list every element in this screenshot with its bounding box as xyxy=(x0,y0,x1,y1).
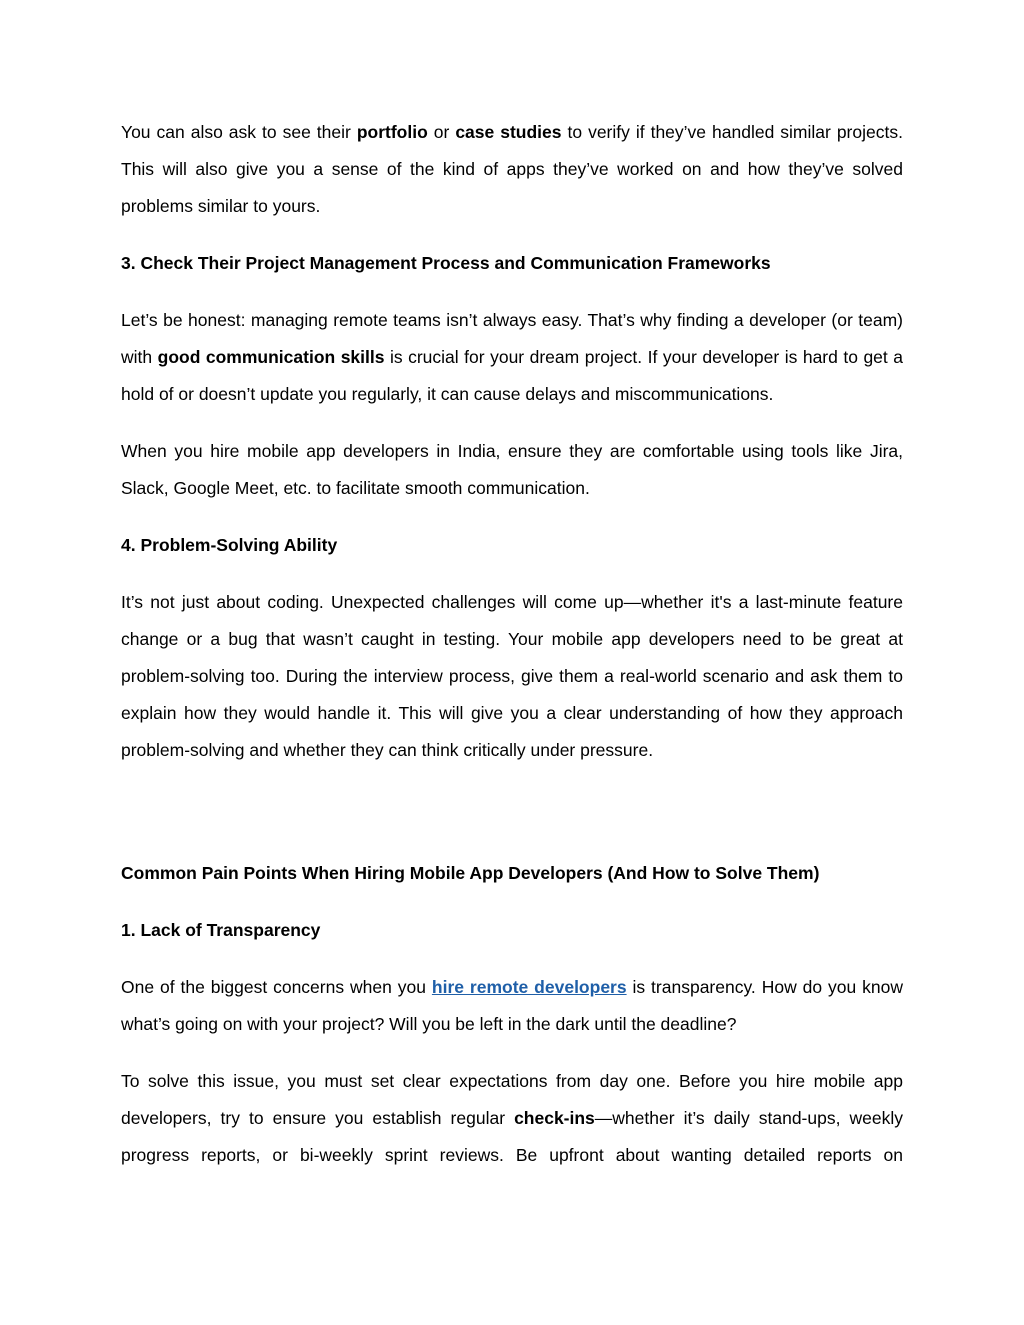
heading-project-management: 3. Check Their Project Management Process and Communication Frameworks xyxy=(121,253,771,273)
text-run: You can also ask to see their xyxy=(121,122,357,142)
paragraph-problem-solving: It’s not just about coding. Unexpected challenges will come up—whether it's a last-minute feature change or a bug that wasn’t caught in testing. Your mobile app developers need to be great at problem-solving too. During the interview process, give them a real-world scenario and ask them to explain how they would handle it. This will give you a clear understanding of how they approach problem-solving and whether they can think critically under pressure. xyxy=(121,592,903,760)
hire-remote-developers-link[interactable]: hire remote developers xyxy=(431,977,627,997)
paragraph-check-ins xyxy=(121,1063,903,1174)
text-run: is crucial for your dream project. If your developer is hard to get a hold of or doesn’t update you regularly, it can cause delays and miscommunications. xyxy=(121,347,904,404)
heading-common-pain-points: Common Pain Points When Hiring Mobile App Developers (And How to Solve Them) xyxy=(121,863,820,883)
heading-lack-of-transparency: 1. Lack of Transparency xyxy=(121,920,321,940)
bold-check-ins: check-ins xyxy=(514,1108,595,1128)
paragraph-portfolio xyxy=(121,114,903,225)
text-run: or xyxy=(427,122,456,142)
paragraph-communication xyxy=(121,302,903,413)
bold-communication-skills: good communication skills xyxy=(157,347,385,367)
text-run: to verify if they’ve handled similar projects. This will also give you a sense of the kind of apps they’ve worked on and how they’ve solved problems similar to yours. xyxy=(121,122,903,216)
text-run: To solve this issue, you must set clear expectations from day one. Before you hire mobile app developers, try to ensure you establish regular xyxy=(121,1071,903,1128)
text-run: is transparency. How do you know what’s going on with your project? Will you be left in the dark until the deadline? xyxy=(121,977,903,1034)
heading-problem-solving: 4. Problem-Solving Ability xyxy=(121,535,338,555)
text-run: One of the biggest concerns when you xyxy=(121,977,432,997)
paragraph-tools: When you hire mobile app developers in India, ensure they are comfortable using tools like Jira, Slack, Google Meet, etc. to facilitate smooth communication. xyxy=(121,441,903,498)
document-page xyxy=(121,114,903,1174)
text-run: Let’s be honest: managing remote teams isn’t always easy. That’s why finding a developer (or team) with xyxy=(121,310,903,367)
bold-case-studies: case studies xyxy=(455,122,562,142)
paragraph-transparency xyxy=(121,969,903,1043)
text-run: —whether it’s daily stand-ups, weekly progress reports, or bi-weekly sprint reviews. Be upfront about wanting detailed reports on xyxy=(121,1108,903,1165)
bold-portfolio: portfolio xyxy=(356,122,428,142)
